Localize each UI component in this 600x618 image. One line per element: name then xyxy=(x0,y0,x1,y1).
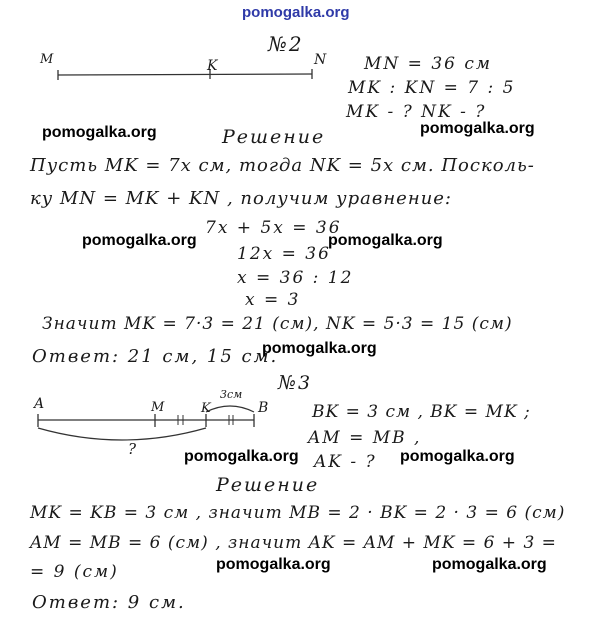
given3-line-1: BK = 3 см , BK = MK ; xyxy=(312,402,531,422)
watermark: pomogalka.org xyxy=(262,340,377,357)
given3-line-3: AK - ? xyxy=(314,452,377,472)
point-label-b: B xyxy=(258,400,271,416)
given-line-1: MN = 36 см xyxy=(364,54,492,74)
solution-line-1: Пусть MK = 7x см, тогда NK = 5x см. Посколь- xyxy=(30,155,535,176)
point-label-m: M xyxy=(40,52,56,67)
answer3-line: Ответ: 9 см. xyxy=(32,592,186,613)
watermark: pomogalka.org xyxy=(400,448,515,465)
solution3-line-1: MK = KB = 3 см , значит MB = 2 · BK = 2 · 3 = 6 (см) xyxy=(30,503,566,523)
solution-title: Решение xyxy=(222,126,326,148)
point-label-k: K xyxy=(207,58,220,74)
watermark: pomogalka.org xyxy=(216,556,331,573)
given3-line-2: AM = MB , xyxy=(308,428,422,448)
problem2-number: №2 xyxy=(268,32,304,56)
problem3-number: №3 xyxy=(278,372,313,394)
equation-4: x = 3 xyxy=(245,290,301,310)
question-mark: ? xyxy=(128,440,139,458)
point-label-n: N xyxy=(314,52,329,68)
watermark: pomogalka.org xyxy=(328,232,443,249)
watermark: pomogalka.org xyxy=(184,448,299,465)
watermark: pomogalka.org xyxy=(42,124,157,141)
watermark-top: pomogalka.org xyxy=(242,4,350,21)
watermark: pomogalka.org xyxy=(432,556,547,573)
point-label-k3: K xyxy=(201,401,213,416)
solution3-line-3: = 9 (см) xyxy=(30,562,119,582)
watermark: pomogalka.org xyxy=(420,120,535,137)
equation-2: 12x = 36 xyxy=(237,244,331,264)
watermark: pomogalka.org xyxy=(82,232,197,249)
equation-1: 7x + 5x = 36 xyxy=(205,218,342,238)
given-line-3: MK - ? NK - ? xyxy=(346,102,487,122)
equation-3: x = 36 : 12 xyxy=(237,268,354,288)
dimension-label: 3см xyxy=(220,388,243,401)
given-line-2: MK : KN = 7 : 5 xyxy=(348,78,516,98)
conclusion-line: Значит MK = 7·3 = 21 (см), NK = 5·3 = 15 (см) xyxy=(42,314,513,334)
point-label-m3: M xyxy=(151,400,167,415)
solution3-title: Решение xyxy=(216,474,320,496)
point-label-a: A xyxy=(34,396,47,412)
solution3-line-2: AM = MB = 6 (см) , значит AK = AM + MK = 6 + 3 = xyxy=(30,533,557,553)
solution-line-2: ку MN = MK + KN , получим уравнение: xyxy=(30,188,452,209)
answer-line: Ответ: 21 см, 15 см. xyxy=(32,346,279,367)
